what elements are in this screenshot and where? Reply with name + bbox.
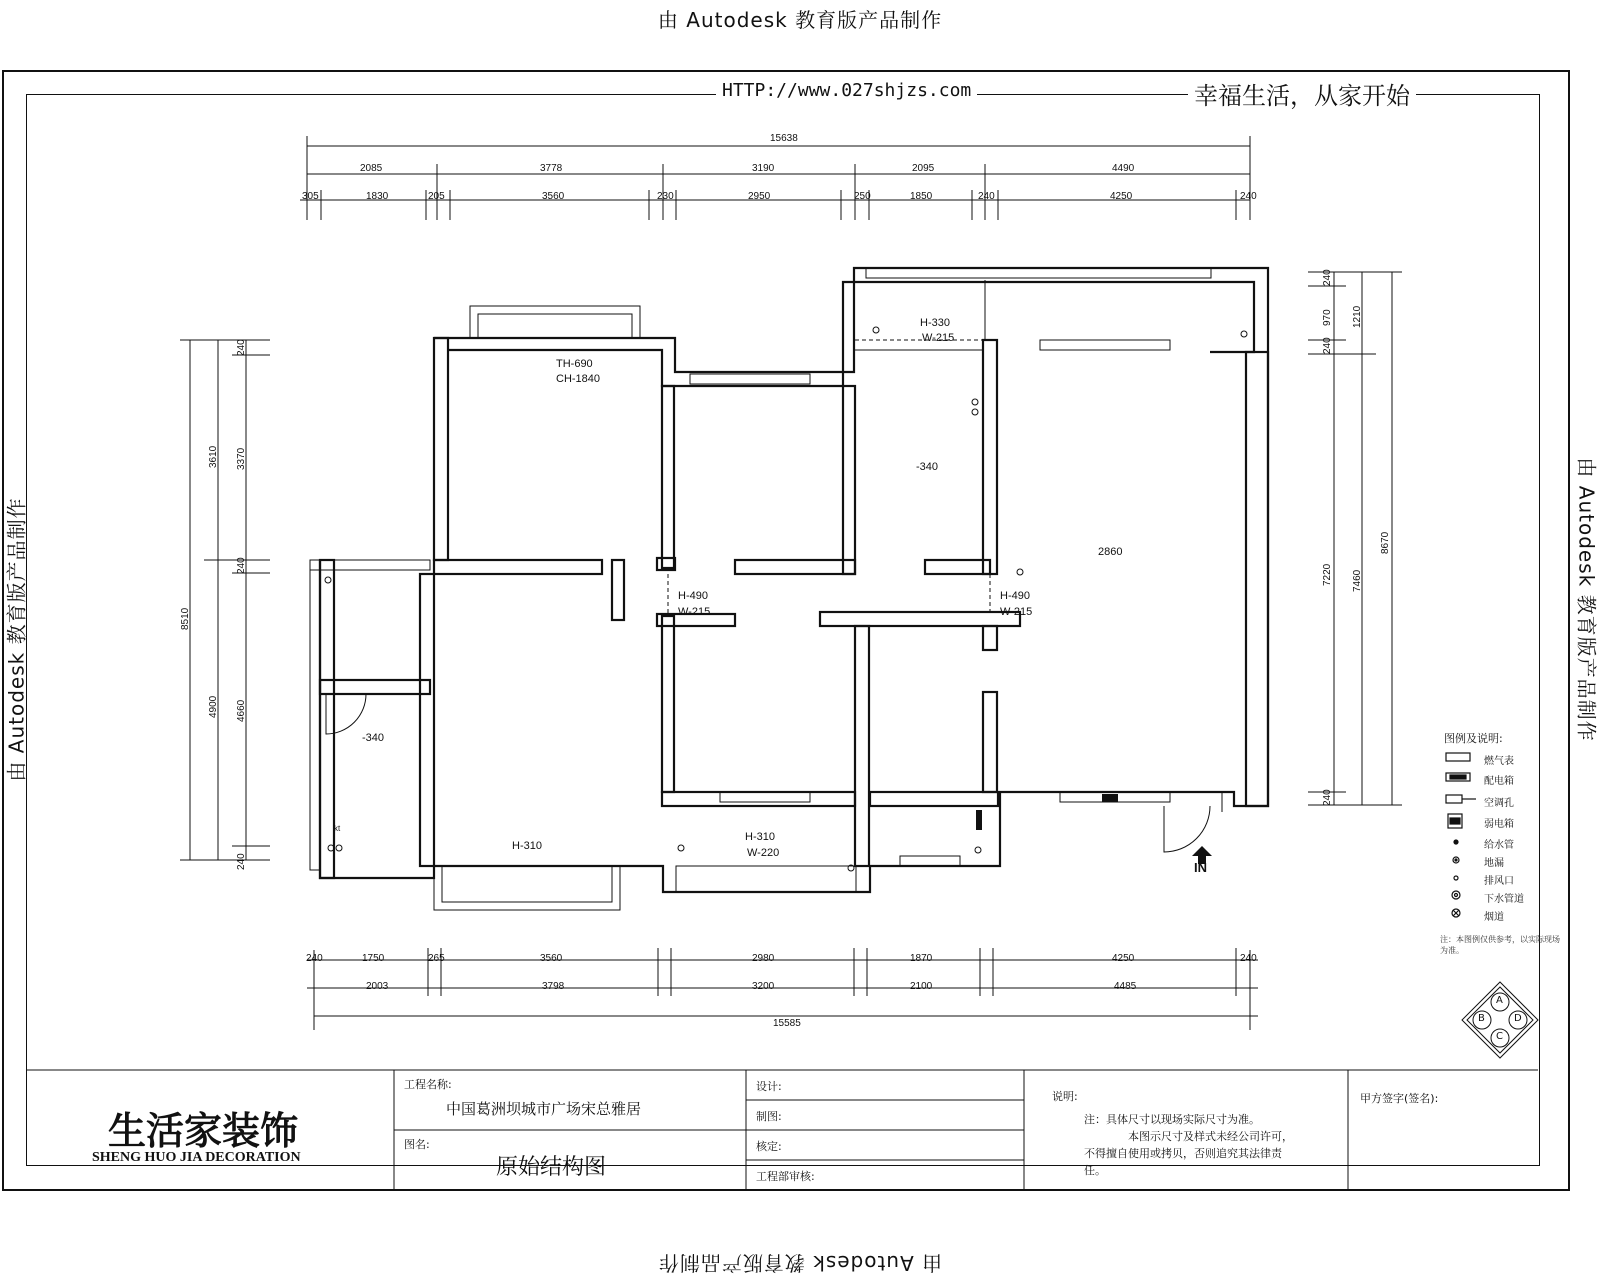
label-entrance: IN bbox=[1194, 860, 1207, 875]
dim-left-inner-2: 240 bbox=[236, 557, 247, 574]
legend-item-supply-pipe: 给水管 bbox=[1484, 840, 1514, 851]
compass-b: B bbox=[1478, 1013, 1485, 1024]
dim-top-row2-1: 3778 bbox=[540, 163, 563, 174]
dim-top-row2-2: 3190 bbox=[752, 163, 775, 174]
dim-right-mid-1: 7460 bbox=[1352, 569, 1363, 592]
label-window-bottom2-w: W-220 bbox=[747, 847, 780, 859]
dim-top-row2-4: 4490 bbox=[1112, 163, 1135, 174]
dim-bottom-row1-3: 3560 bbox=[540, 953, 563, 964]
label-bath-level: -340 bbox=[362, 732, 385, 744]
note-line-3: 不得擅自使用或拷贝，否则追究其法律责 bbox=[1084, 1147, 1282, 1160]
dim-right-inner-1: 970 bbox=[1322, 309, 1333, 326]
dim-bottom-row2-1: 3798 bbox=[542, 981, 565, 992]
dim-top-row3-5: 2950 bbox=[748, 191, 771, 202]
dim-top-row3-0: 305 bbox=[302, 191, 319, 202]
client-signature-label: 甲方签字(签名): bbox=[1360, 1092, 1439, 1105]
note-line-2: 本图示尺寸及样式未经公司许可， bbox=[1128, 1130, 1293, 1143]
dim-left-inner-4: 240 bbox=[236, 853, 247, 870]
dim-top-row3-2: 205 bbox=[428, 191, 445, 202]
note-line-4: 任。 bbox=[1084, 1164, 1106, 1177]
label-living-level: 2860 bbox=[1098, 546, 1123, 558]
legend-title: 图例及说明: bbox=[1444, 732, 1503, 745]
compass-d: D bbox=[1514, 1013, 1522, 1024]
dim-top-row2-3: 2095 bbox=[912, 163, 935, 174]
drawing-label: 图名: bbox=[404, 1138, 430, 1151]
project-name: 中国葛洲坝城市广场宋总雅居 bbox=[446, 1100, 642, 1118]
dim-left-inner-0: 240 bbox=[236, 339, 247, 356]
check-label: 核定: bbox=[756, 1140, 782, 1153]
dim-top-row3-10: 240 bbox=[1240, 191, 1257, 202]
legend-item-distribution-box: 配电箱 bbox=[1484, 776, 1514, 787]
dim-bottom-row1-0: 240 bbox=[306, 953, 323, 964]
label-kitchen-level: -340 bbox=[916, 461, 939, 473]
dim-bottom-row2-3: 2100 bbox=[910, 981, 933, 992]
compass-icon bbox=[1462, 982, 1538, 1058]
dim-right-inner-2: 240 bbox=[1322, 337, 1333, 354]
company-name-en: SHENG HUO JIA DECORATION bbox=[92, 1150, 301, 1165]
dim-top-row3-8: 240 bbox=[978, 191, 995, 202]
compass-a: A bbox=[1496, 995, 1503, 1006]
dim-bottom-row1-6: 4250 bbox=[1112, 953, 1135, 964]
dim-right-inner-0: 240 bbox=[1322, 269, 1333, 286]
legend-icons bbox=[1446, 753, 1476, 917]
label-kitchen-w: W-215 bbox=[922, 332, 955, 344]
dim-bottom-row2-4: 4485 bbox=[1114, 981, 1137, 992]
dim-top-total: 15638 bbox=[770, 133, 798, 144]
dim-right-mid-0: 1210 bbox=[1352, 305, 1363, 328]
dim-right-inner-4: 240 bbox=[1322, 789, 1333, 806]
dim-bottom-row1-7: 240 bbox=[1240, 953, 1257, 964]
header-url: HTTP://www.027shjzs.com bbox=[716, 80, 977, 101]
watermark-left: 由 Autodesk 教育版产品制作 bbox=[4, 497, 29, 782]
label-door1-h: H-490 bbox=[678, 590, 708, 602]
label-bedroom1-th: TH-690 bbox=[556, 358, 593, 370]
compass-c: C bbox=[1496, 1031, 1503, 1042]
note-label: 说明: bbox=[1052, 1090, 1078, 1103]
design-label: 设计: bbox=[756, 1080, 782, 1093]
watermark-top: 由 Autodesk 教育版产品制作 bbox=[657, 8, 943, 32]
draw-label: 制图: bbox=[756, 1110, 782, 1123]
watermark-right: 由 Autodesk 教育版产品制作 bbox=[1574, 457, 1599, 742]
dim-left-outer-0: 8510 bbox=[180, 607, 191, 630]
watermark-bottom: 由 Autodesk 教育版产品制作 bbox=[657, 1251, 943, 1275]
label-kitchen-h: H-330 bbox=[920, 317, 950, 329]
label-door1-w: W-215 bbox=[678, 606, 711, 618]
dim-bottom-row1-4: 2980 bbox=[752, 953, 775, 964]
dim-bottom-row2-2: 3200 bbox=[752, 981, 775, 992]
legend-item-gas-meter: 燃气表 bbox=[1484, 756, 1514, 767]
dim-left-inner-3: 4660 bbox=[236, 699, 247, 722]
company-name-cn: 生活家装饰 bbox=[108, 1108, 299, 1153]
dim-top-row3-1: 1830 bbox=[366, 191, 389, 202]
dim-top-row3-7: 1850 bbox=[910, 191, 933, 202]
project-label: 工程名称: bbox=[404, 1078, 452, 1091]
dim-bottom-total: 15585 bbox=[773, 1018, 801, 1029]
dim-bottom-row2-0: 2003 bbox=[366, 981, 389, 992]
dim-right-outer-0: 8670 bbox=[1380, 531, 1391, 554]
dim-top-row2-0: 2085 bbox=[360, 163, 383, 174]
label-window-bottom1: H-310 bbox=[512, 840, 542, 852]
legend-item-weak-box: 弱电箱 bbox=[1484, 819, 1514, 830]
dim-bottom-row1-5: 1870 bbox=[910, 953, 933, 964]
header-slogan: 幸福生活，从家开始 bbox=[1188, 76, 1416, 111]
dim-top-row3-3: 3560 bbox=[542, 191, 565, 202]
legend-item-exhaust: 排风口 bbox=[1484, 876, 1514, 887]
dept-label: 工程部审核: bbox=[756, 1170, 815, 1183]
legend-item-smoke-flue: 烟道 bbox=[1484, 912, 1504, 923]
note-line-1: 注：具体尺寸以现场实际尺寸为准。 bbox=[1084, 1113, 1260, 1126]
dim-top-row3-9: 4250 bbox=[1110, 191, 1133, 202]
label-door2-w: W-215 bbox=[1000, 606, 1033, 618]
label-ac-small: kt bbox=[334, 824, 341, 833]
legend-item-ac-hole: 空调孔 bbox=[1484, 798, 1514, 809]
label-bedroom1-ch: CH-1840 bbox=[556, 373, 601, 385]
dim-right-inner-3: 7220 bbox=[1322, 563, 1333, 586]
dim-left-inner-1: 3370 bbox=[236, 447, 247, 470]
drawing-name: 原始结构图 bbox=[496, 1155, 607, 1180]
dim-left-mid-1: 4900 bbox=[208, 695, 219, 718]
dim-top-row3-6: 250 bbox=[854, 191, 871, 202]
legend-item-floor-drain: 地漏 bbox=[1484, 858, 1504, 869]
dim-left-mid-0: 3610 bbox=[208, 445, 219, 468]
dim-top-row3-4: 230 bbox=[657, 191, 674, 202]
label-door2-h: H-490 bbox=[1000, 590, 1030, 602]
dim-bottom-row1-1: 1750 bbox=[362, 953, 385, 964]
legend-item-drain-pipe: 下水管道 bbox=[1484, 894, 1524, 905]
legend-note: 注：本图例仅供参考，以实际现场为准。 bbox=[1440, 935, 1560, 955]
dim-bottom-row1-2: 265 bbox=[428, 953, 445, 964]
label-window-bottom2-h: H-310 bbox=[745, 831, 775, 843]
